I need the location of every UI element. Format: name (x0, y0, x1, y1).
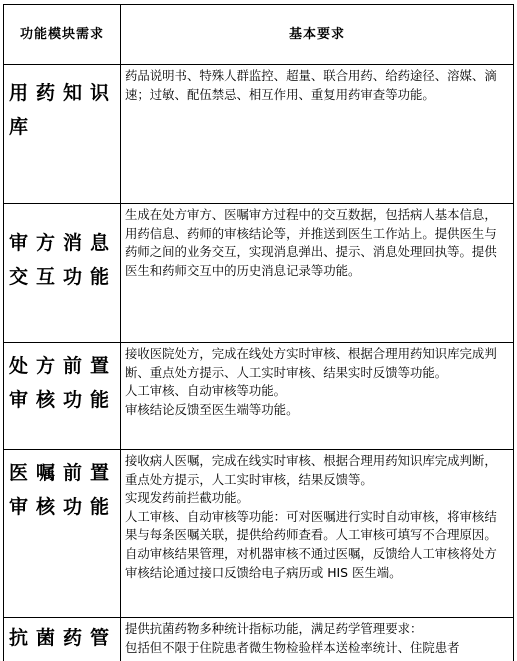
table-row-description (125, 620, 509, 657)
description-paragraph: 接收医院处方，完成在线处方实时审核、根据合理用药知识库完成判断、重点处方提示、人工实时审核、结果实时反馈等功能。 (125, 346, 497, 380)
description-paragraph: 包括但不限于住院患者微生物检验样本送检率统计、住院患者 (125, 639, 460, 655)
table-row-divider (3, 449, 514, 450)
table-row-divider (3, 203, 514, 204)
description-paragraph: 审核结论反馈至医生端等功能。 (125, 401, 299, 417)
table-row-module-name: 医嘱前置审核功能 (9, 462, 118, 518)
table-row-module-name: 审方消息交互功能 (9, 232, 118, 288)
description-paragraph: 自动审核结果管理，对机器审核不通过医嘱，反馈给人工审核将处方审核结论通过接口反馈给电子病历或 HIS 医生端。 (125, 545, 497, 580)
table-row-description (125, 206, 509, 280)
header-module-cell (4, 5, 120, 64)
table-row-description (125, 452, 509, 582)
description-paragraph: 实现发药前拦截功能。 (125, 490, 249, 506)
table-row-description (125, 345, 509, 419)
description-paragraph: 人工审核、自动审核等功能。 (125, 383, 287, 399)
description-paragraph: 提供抗菌药物多种统计指标功能，满足药学管理要求： (125, 621, 423, 636)
description-paragraph: 药品说明书、特殊人群监控、超量、联合用药、给药途径、溶媒、滴速；过敏、配伍禁忌、相互作用、重复用药审查等功能。 (125, 68, 497, 102)
table-row-description (125, 67, 509, 104)
table-row-divider (3, 342, 514, 343)
table-row-module-name: 抗菌药管 (9, 627, 118, 649)
table-border-right (513, 4, 514, 661)
description-paragraph: 生成在处方审方、医嘱审方过程中的交互数据，包括病人基本信息，用药信息、药师的审核结论等，并推送到医生工作站上。提供医生与药师之间的业务交互，实现消息弹出、提示、消息处理回执等。提供医生和药师交互中的历史消息记录等功能。 (125, 207, 497, 278)
column-header-requirement: 基本要求 (288, 27, 345, 42)
header-requirement-cell (121, 5, 513, 64)
table-row-module-name: 处方前置审核功能 (9, 355, 118, 411)
table-row-divider (3, 617, 514, 618)
table-column-divider (120, 4, 121, 661)
table-border-left (3, 4, 4, 661)
description-paragraph: 人工审核、自动审核等功能：可对医嘱进行实时自动审核，将审核结果与每条医嘱关联，提供给药师查看。人工审核可填写不合理原因。 (125, 508, 497, 543)
table-row-divider (3, 64, 514, 65)
table-row-module-name: 用药知识库 (9, 82, 118, 138)
description-paragraph: 接收病人医嘱，完成在线实时审核、根据合理用药知识库完成判断，重点处方提示，人工实时审核，结果反馈等。 (125, 453, 497, 487)
column-header-module: 功能模块需求 (19, 27, 104, 42)
